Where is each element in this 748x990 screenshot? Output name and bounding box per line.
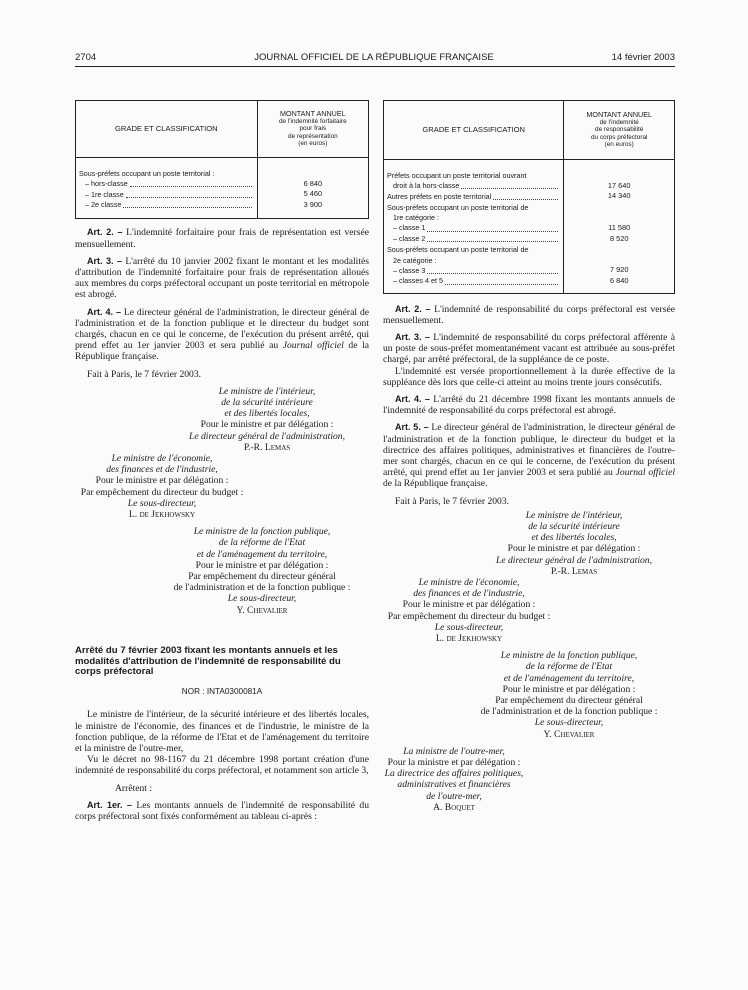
header-line: de l'indemnité forfaitaire <box>279 117 347 125</box>
sig-line: Pour le ministre et par délégation : <box>195 559 329 571</box>
row-label: droit à la hors-classe <box>393 180 460 190</box>
sig-line: Pour le ministre et par délégation : <box>95 475 229 487</box>
article-3 <box>383 332 675 366</box>
header-line: de représentation <box>287 132 338 140</box>
sig-line: de la sécurité intérieure <box>528 520 620 532</box>
table-body-labels <box>384 160 564 294</box>
sig-line: de l'administration et de la fonction publique : <box>480 706 658 718</box>
arretent: Arrêtent : <box>115 782 153 794</box>
article-text: de la République française. <box>383 478 488 490</box>
signed-place-date: Fait à Paris, le 7 février 2003. <box>87 368 202 380</box>
sig-line: Le sous-directeur, <box>434 621 504 633</box>
row-value: 6 840 <box>303 178 323 188</box>
article-text: de la République française. <box>75 340 369 363</box>
sig-line: Le directeur général de l'administration, <box>496 554 652 566</box>
header-line: du corps préfectoral <box>590 133 648 141</box>
sig-line: Pour le ministre et par délégation : <box>507 543 641 555</box>
article-text: L'indemnité de responsabilité du corps préfectoral afférente à un poste de sous-préfet momentanément vacant est attribuée au sous-préfet chargé, par arrêté préfectoral, de la suppléance de ce poste. <box>383 331 676 366</box>
sig-line: et des libertés locales, <box>224 408 310 420</box>
sig-line: Le ministre de l'économie, <box>111 453 213 465</box>
sig-line: des finances et de l'industrie, <box>106 464 218 476</box>
row-label: – classes 4 et 5 <box>393 276 443 286</box>
table-header-amount <box>564 101 675 160</box>
sig-line: de l'outre-mer, <box>426 790 482 802</box>
article-label: Art. 1er. – <box>87 799 132 810</box>
article-label: Art. 2. – <box>87 227 123 238</box>
sig-line: Par empêchement du directeur général <box>495 695 643 707</box>
sig-line: Pour le ministre et par délégation : <box>502 683 636 695</box>
row-label: – 2e classe <box>85 200 122 210</box>
article-5 <box>383 422 675 489</box>
row-value: 8 520 <box>609 233 629 243</box>
article-4 <box>75 307 369 363</box>
header-line: (en euros) <box>604 141 634 149</box>
sig-line: Pour le ministre et par délégation : <box>200 419 334 431</box>
signatory-name: L. de Jekhowsky <box>128 509 196 521</box>
left-column <box>75 100 369 822</box>
row-label: – 1re classe <box>85 189 124 199</box>
nor-reference: NOR : INTA0300081A <box>181 687 263 697</box>
signatory-name: A. Boquet <box>433 801 475 813</box>
header-line: pour frais <box>299 125 327 133</box>
sig-line: Le sous-directeur, <box>227 593 297 605</box>
table-body-values <box>564 160 675 294</box>
right-column <box>383 100 675 813</box>
sig-line: et de l'aménagement du territoire, <box>503 672 635 684</box>
header-line: de l'indemnité <box>599 118 639 126</box>
row-value: 17 640 <box>607 180 631 190</box>
row-label: – classe 1 <box>393 223 426 233</box>
signature-economy <box>383 577 675 644</box>
row-value: 7 920 <box>609 265 629 275</box>
signatory-name: Y. Chevalier <box>543 728 595 740</box>
table-header-amount <box>257 101 368 158</box>
sig-line: et de l'aménagement du territoire, <box>196 548 328 560</box>
article-label: Art. 3. – <box>87 255 122 266</box>
signed-place-date: Fait à Paris, le 7 février 2003. <box>395 495 510 507</box>
representation-allowance-table <box>75 100 369 219</box>
article-4 <box>383 394 675 416</box>
header-line: MONTANT ANNUEL <box>280 109 346 119</box>
sig-line: de la réforme de l'Etat <box>525 661 613 673</box>
sig-line: Pour le ministre et par délégation : <box>402 599 536 611</box>
table-section-label: Sous-préfets occupant un poste territorial : <box>79 169 215 178</box>
row-value: 6 840 <box>609 275 629 285</box>
row-label: Autres préfets en poste territorial <box>387 191 492 201</box>
row-label: – classe 3 <box>393 265 426 275</box>
sig-line: Le sous-directeur, <box>534 717 604 729</box>
sig-line: administratives et financières <box>397 779 511 791</box>
article-label: Art. 4. – <box>395 393 430 404</box>
sig-line: Le sous-directeur, <box>127 497 197 509</box>
sig-line: Le ministre de la fonction publique, <box>500 650 638 662</box>
article-text: Le directeur général de l'administration, le directeur général de l'administration et de la fonction publique, le directeur du budget et la directrice des affaires politiques, administratives et financières de l'outre-mer sont chargés, chacun en ce qui le concerne, de l'exécution du présent arrêté, qui prend effet au 1er janvier 2003 et sera publié au <box>383 422 676 479</box>
header-rule <box>75 66 675 67</box>
row-label: – hors-classe <box>85 178 128 188</box>
sig-line: de la sécurité intérieure <box>221 397 313 409</box>
table-body-values <box>257 158 368 219</box>
sig-line: de la réforme de l'Etat <box>218 537 306 549</box>
decree-title: Arrêté du 7 février 2003 fixant les montants annuels et les modalités d'attribution de l'indemnité de responsabilité du corps préfectoral <box>75 644 341 678</box>
table-row <box>387 276 560 287</box>
signature-overseas <box>383 746 675 813</box>
table-header-grade: GRADE ET CLASSIFICATION <box>76 101 258 158</box>
issue-date: 14 février 2003 <box>611 52 675 63</box>
sig-line: de l'administration et de la fonction publique : <box>173 582 351 594</box>
article-label: Art. 3. – <box>395 331 430 342</box>
article-text: L'indemnité de responsabilité du corps préfectoral est versée mensuellement. <box>383 303 675 326</box>
signature-interior <box>383 510 675 577</box>
article-1 <box>75 800 369 822</box>
article-text: L'indemnité forfaitaire pour frais de représentation est versée mensuellement. <box>75 227 369 250</box>
row-value: 11 580 <box>608 222 631 232</box>
article-3-paragraph-2: L'indemnité est versée proportionnellement à la durée effective de la suppléance dès lors que celle-ci atteint au moins trente jours consécutifs. <box>383 365 675 388</box>
sig-line: Par empêchement du directeur du budget : <box>387 610 551 622</box>
signature-interior <box>75 386 369 453</box>
signature-public-service <box>75 526 369 616</box>
row-label: Sous-préfets occupant un poste territorial de <box>387 202 529 212</box>
signatory-name: P.-R. Lemas <box>243 441 291 453</box>
row-label: – classe 2 <box>393 233 426 243</box>
sig-line: Le ministre de la fonction publique, <box>193 526 331 538</box>
sig-line: Le ministre de l'économie, <box>418 577 520 588</box>
row-value: 3 900 <box>303 199 323 209</box>
table-body-labels <box>76 158 258 219</box>
responsibility-allowance-table <box>383 100 675 294</box>
article-text: Les montants annuels de l'indemnité de responsabilité du corps préfectoral sont fixés conformément au tableau ci-après : <box>75 799 369 823</box>
journal-ref: Journal officiel <box>282 340 344 352</box>
sig-line: Par empêchement du directeur général <box>188 571 336 583</box>
article-label: Art. 4. – <box>87 306 121 317</box>
header-line: (en euros) <box>298 140 328 148</box>
row-label: 1re catégorie : <box>393 213 439 223</box>
table-row <box>387 234 560 245</box>
signatory-name: L. de Jekhowsky <box>435 633 503 645</box>
article-text: L'arrêté du 21 décembre 1998 fixant les montants annuels de l'indemnité de responsabilité du corps préfectoral est abrogé. <box>383 393 675 417</box>
sig-line: Le directeur général de l'administration, <box>189 430 345 442</box>
table-row <box>79 200 254 211</box>
page-number: 2704 <box>75 52 97 63</box>
table-row <box>387 191 560 202</box>
signatory-name: P.-R. Lemas <box>550 565 598 577</box>
header-line: MONTANT ANNUEL <box>586 110 653 120</box>
table-header-grade: GRADE ET CLASSIFICATION <box>384 101 564 160</box>
sig-line: La directrice des affaires politiques, <box>384 768 524 780</box>
article-label: Art. 5. – <box>395 422 429 433</box>
signatory-name: Y. Chevalier <box>236 604 288 616</box>
row-label: 2e catégorie : <box>393 255 437 265</box>
article-text: L'arrêté du 10 janvier 2002 fixant le montant et les modalités d'attribution de l'indemnité forfaitaire pour frais de représentation alloués aux membres du corps préfectoral occupant un poste territorial en métropole est abrogé. <box>75 255 369 301</box>
header-line: de responsabilité <box>595 126 644 134</box>
journal-ref: Journal officiel <box>615 467 675 479</box>
visa: Vu le décret no 98-1167 du 21 décembre 1998 portant création d'une indemnité de responsabilité du corps préfectoral, et notamment son article 3, <box>75 754 369 777</box>
article-text: Le directeur général de l'administration, le directeur général de l'administration et de la fonction publique et le directeur du budget sont chargés, chacun en ce qui le concerne, de l'exécution du présent arrêté, qui prend effet au 1er janvier 2003 et sera publié au <box>75 306 369 352</box>
signature-economy <box>75 453 369 520</box>
preamble: Le ministre de l'intérieur, de la sécurité intérieure et des libertés locales, le ministre de l'économie, des finances et de l'industrie, le ministre de la fonction publique, de la réforme de l'Etat et de l'aménagement du territoire et la ministre de l'outre-mer, <box>75 709 369 755</box>
article-3 <box>75 256 369 301</box>
sig-line: Par empêchement du directeur du budget : <box>80 486 244 498</box>
sig-line: Pour la ministre et par délégation : <box>387 757 521 769</box>
article-label: Art. 2. – <box>395 303 431 314</box>
article-2 <box>383 304 675 326</box>
sig-line: Le ministre de l'intérieur, <box>525 509 623 521</box>
sig-line: La ministre de l'outre-mer, <box>403 745 505 757</box>
article-2 <box>75 227 369 249</box>
row-value: 14 340 <box>607 191 631 201</box>
sig-line: et des libertés locales, <box>531 532 617 544</box>
signature-public-service <box>383 650 675 740</box>
sig-line: Le ministre de l'intérieur, <box>218 385 316 397</box>
sig-line: des finances et de l'industrie, <box>413 588 525 600</box>
row-value: 5 460 <box>303 189 323 199</box>
journal-title: JOURNAL OFFICIEL DE LA RÉPUBLIQUE FRANÇAISE <box>254 52 494 63</box>
row-label: Sous-préfets occupant un poste territorial de <box>387 245 529 255</box>
row-label: Préfets occupant un poste territorial ouvrant <box>387 171 527 180</box>
